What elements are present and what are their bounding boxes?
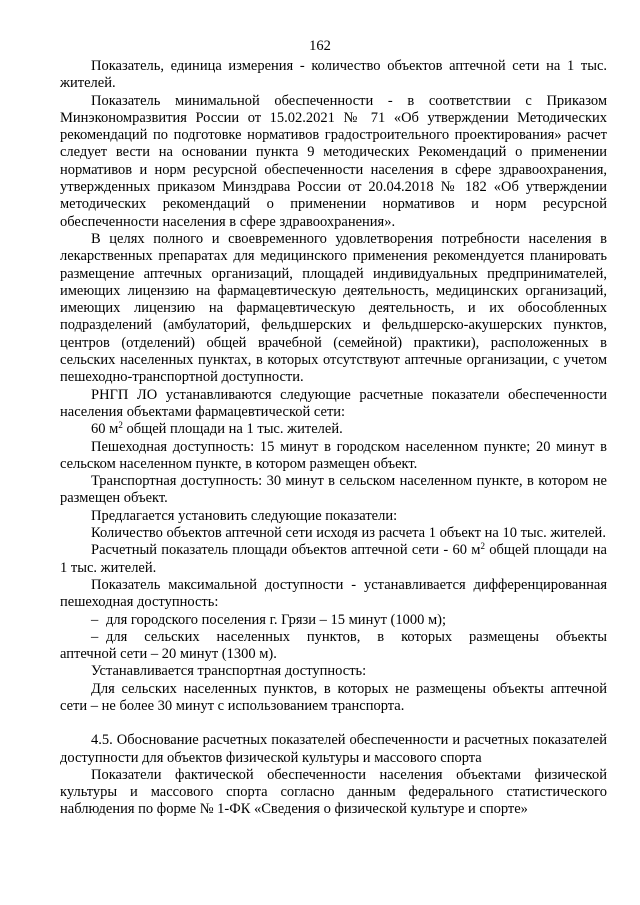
paragraph-proposed: Предлагается установить следующие показатели: (91, 507, 398, 524)
area-norm-text: 60 м (91, 421, 119, 438)
paragraph-max-access: Показатель максимальной доступности - устанавливается дифференцированная пешеходная доступность: (60, 576, 607, 611)
list-dash: – (91, 611, 99, 628)
section-heading: 4.5. Обоснование расчетных показателей обеспеченности и расчетных показателей доступности для объектов физической культуры и массового спорта (60, 732, 607, 766)
calc-area-text: Расчетный показатель площади объектов аптечной сети - 60 м (91, 542, 481, 559)
paragraph-calc-area (60, 542, 607, 577)
paragraph-transport-set: Устанавливается транспортная доступность: (91, 663, 367, 680)
paragraph-pharmacy-placement: В целях полного и своевременного удовлетворения потребности населения в лекарственных препаратах для медицинского применения рекомендуется планировать размещение аптечных организаций, площадей индивидуальных предпринимателей, имеющих лицензию на фармацевтическую деятельность, медицинских организаций, имеющих лицензию на фармацевтическую деятельность, и их обособленных подразделений (амбулаторий, фельдшерских и фельдшерско-акушерских пунктов, центров (отделений) общей врачебной (семейной) практики), расположенных в сельских населенных пунктах, в которых отсутствуют аптечные организации, с учетом пешеходно-транспортной доступности. (60, 230, 607, 386)
list-item-rural-text-cont: аптечной сети – 20 минут (1300 м). (60, 646, 277, 663)
list-dash: – (91, 628, 99, 645)
paragraph-transport-access: Транспортная доступность: 30 минут в сельском населенном пункте, в котором не размещен объект. (60, 473, 607, 507)
paragraph-min-provision: Показатель минимальной обеспеченности - в соответствии с Приказом Минэкономразвития России от 15.02.2021 № 71 «Об утверждении Методических рекомендаций по подготовке нормативов градостроительного проектирования» расчет следует вести на основании пункта 9 методических Рекомендаций о применении нормативов и норм ресурсной обеспеченности населения в сфере здравоохранения, утвержденных приказом Минздрава России от 20.04.2018 № 182 «Об утверждении методических рекомендаций о применении нормативов и норм ресурсной обеспеченности населения в сфере здравоохранения». (60, 92, 607, 230)
paragraph-unit: Показатель, единица измерения - количество объектов аптечной сети на 1 тыс. жителей. (60, 58, 607, 92)
area-norm-text-end: общей площади на 1 тыс. жителей. (122, 421, 343, 438)
spacer (60, 715, 607, 732)
list-item-rural-text: для сельских населенных пунктов, в которых размещены объекты (106, 628, 607, 645)
calc-area-superscript: 2 (480, 541, 485, 552)
area-norm-superscript: 2 (118, 420, 123, 431)
paragraph-area-norm (60, 421, 607, 438)
document-body (60, 58, 607, 819)
list-item-rural (60, 629, 607, 664)
paragraph-pedestrian-access: Пешеходная доступность: 15 минут в городском населенном пункте; 20 минут в сельском населенном пункте, в котором размещен объект. (60, 438, 607, 472)
list-item-urban (60, 612, 607, 629)
list-item-urban-text: для городского поселения г. Грязи – 15 минут (1000 м); (106, 611, 447, 628)
paragraph-actual-provision: Показатели фактической обеспеченности населения объектами физической культуры и массового спорта согласно данным федерального статистического наблюдения по форме № 1-ФК «Сведения о физической культуре и спорте» (60, 766, 607, 818)
paragraph-rngp-indicators: РНГП ЛО устанавливаются следующие расчетные показатели обеспеченности населения объектами фармацевтической сети: (60, 386, 607, 420)
paragraph-pharmacy-count: Количество объектов аптечной сети исходя из расчета 1 объект на 10 тыс. жителей. (91, 525, 606, 542)
page-number: 162 (309, 38, 331, 54)
paragraph-rural-transport: Для сельских населенных пунктов, в которых не размещены объекты аптечной сети – не более 30 минут с использованием транспорта. (60, 680, 607, 714)
calc-area-text-end: общей площади на 1 тыс. жителей. (60, 542, 607, 576)
